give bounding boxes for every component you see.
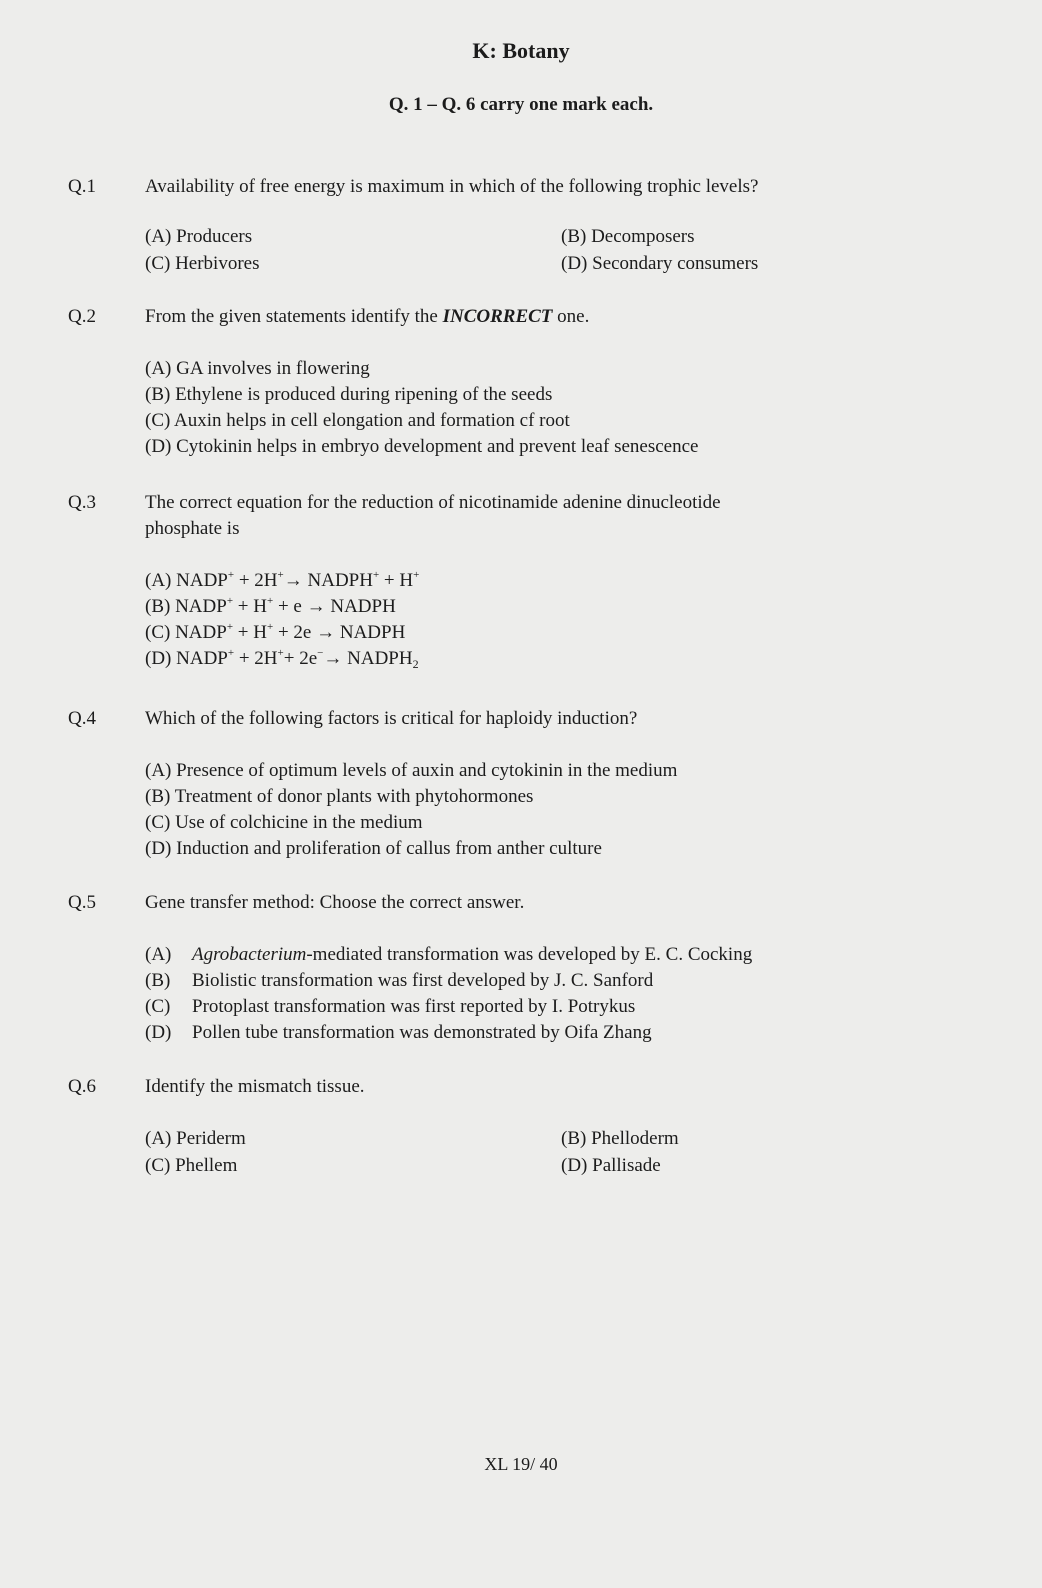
question-number: Q.2 [68,306,96,327]
question-text: Which of the following factors is critical for haploidy induction? [145,708,638,729]
question-text: The correct equation for the reduction of nicotinamide adenine dinucleotide phosphate is [145,492,721,539]
option-d: (D) Pallisade [561,1155,661,1176]
question-3-options [145,568,945,672]
question-text: From the given statements identify the INCORRECT one. [145,306,590,327]
option-c: (C) Phellem [145,1155,238,1176]
question-number: Q.4 [68,708,96,729]
option-a: (A) Producers [145,226,253,247]
option-d: (D) Cytokinin helps in embryo development and prevent leaf senescence [145,436,699,457]
option-c: (C) NADP+ + H+ + 2e → NADPH [145,621,406,643]
question-1-options [145,224,945,278]
question-number: Q.5 [68,892,96,913]
question-2-options [145,356,945,460]
question-number: Q.1 [68,176,96,197]
question-4-options [145,758,945,862]
page-number: XL 19/ 40 [484,1454,558,1474]
question-5-options [145,942,945,1046]
option-a: (A) Periderm [145,1128,246,1149]
question-text: Gene transfer method: Choose the correct answer. [145,892,525,913]
section-subtitle: Q. 1 – Q. 6 carry one mark each. [388,94,654,115]
option-d: (D) Pollen tube transformation was demonstrated by Oifa Zhang [145,1022,652,1043]
option-d: (D) Secondary consumers [561,253,759,274]
question-text: Availability of free energy is maximum in which of the following trophic levels? [145,176,759,197]
question-text: Identify the mismatch tissue. [145,1076,365,1097]
option-c: (C) Protoplast transformation was first reported by I. Potrykus [145,996,636,1017]
option-a: (A) GA involves in flowering [145,358,370,379]
option-d: (D) NADP+ + $2H^++ 2e^-\to NADPH_2$ [145,647,419,671]
question-number: Q.3 [68,492,96,513]
question-number: Q.6 [68,1076,96,1097]
option-a: (A) Presence of optimum levels of auxin and cytokinin in the medium [145,760,678,781]
option-c: (C) Auxin helps in cell elongation and formation cf root [145,410,570,431]
section-title: K: Botany [472,38,570,63]
option-c: (C) Herbivores [145,253,260,274]
option-c: (C) Use of colchicine in the medium [145,812,423,833]
option-b: (B) Phelloderm [561,1128,679,1149]
question-6-options [145,1126,945,1180]
option-b: (B) Treatment of donor plants with phytohormones [145,786,534,807]
option-b: (B) Biolistic transformation was first developed by J. C. Sanford [145,970,654,991]
option-d: (D) Induction and proliferation of callus from anther culture [145,838,602,859]
emphasis-incorrect: INCORRECT [442,306,553,327]
option-b: (B) Decomposers [561,226,695,247]
option-b: (B) Ethylene is produced during ripening of the seeds [145,384,553,405]
option-b: (B) NADP+ + H+ + e → NADPH [145,595,396,617]
option-a: (A) NADP+ + 2H+→ NADPH+ + H+ [145,569,420,591]
option-a: (A) Agrobacterium-mediated transformation was developed by E. C. Cocking [145,944,753,965]
